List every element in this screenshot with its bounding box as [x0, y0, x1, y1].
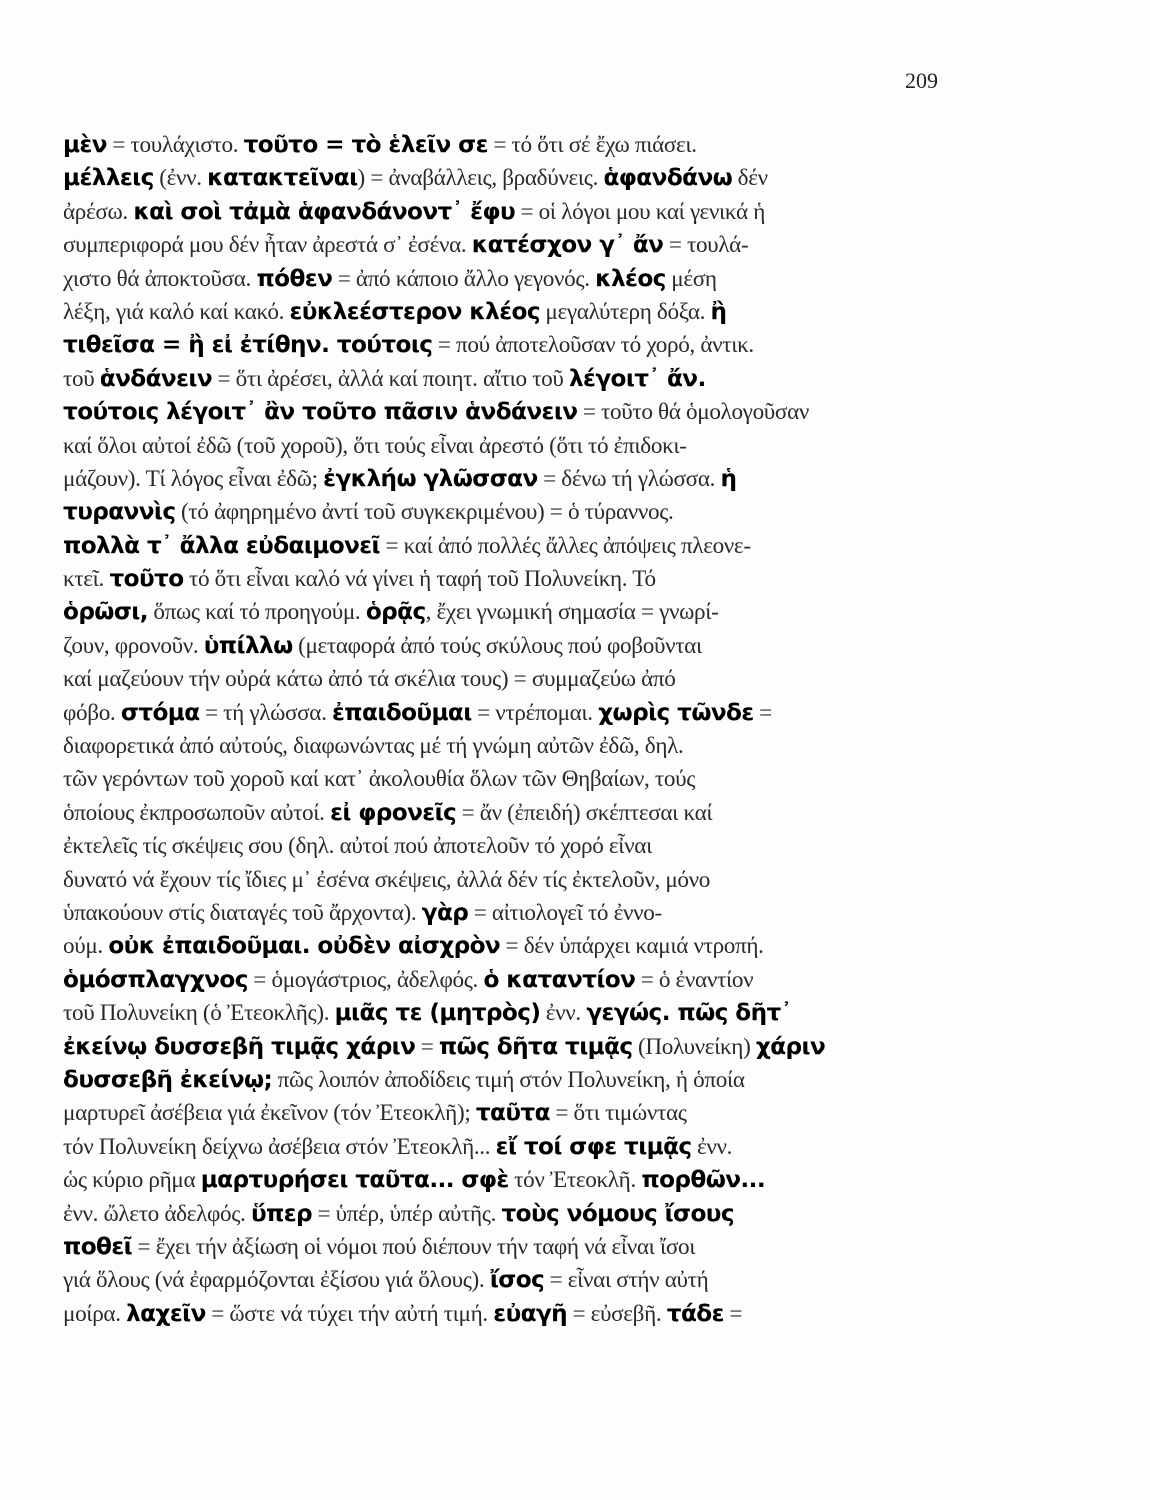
gloss-text: (ἐνν.: [153, 165, 208, 192]
greek-headword: λέγοιτ᾿ ἄν.: [568, 363, 706, 392]
gloss-text: = τοῦτο θά ὁμολογοῦσαν: [577, 399, 809, 426]
gloss-text: = καί ἀπό πολλές ἄλλες ἀπόψεις πλεονε-: [379, 532, 751, 559]
greek-headword: ἢ: [710, 296, 727, 325]
greek-headword: τυραννὶς: [63, 497, 176, 526]
text-line: [63, 228, 950, 261]
text-line: [63, 929, 950, 962]
gloss-text: =: [753, 699, 772, 726]
text-line: [63, 996, 950, 1029]
text-line: [63, 1063, 950, 1096]
text-line: [63, 562, 950, 595]
gloss-text: ἐνν.: [691, 1133, 733, 1160]
text-line: [63, 529, 950, 562]
text-line: [63, 696, 950, 729]
greek-headword: ἡ: [720, 463, 737, 492]
gloss-text: τό ὅτι εἶναι καλό νά γίνει ἡ ταφή τοῦ Πολυνείκη. Τό: [183, 566, 656, 593]
text-line: [63, 1297, 950, 1330]
greek-headword: χάριν: [755, 1031, 826, 1060]
gloss-text: = ὑπέρ, ὑπέρ αὐτῆς.: [312, 1200, 502, 1227]
text-line: [63, 762, 950, 795]
gloss-text: τόν Ἐτεοκλῆ.: [508, 1167, 642, 1194]
gloss-text: (μεταφορά ἀπό τούς σκύλους πού φοβοῦνται: [292, 632, 702, 659]
greek-headword: ὕπερ: [250, 1198, 313, 1227]
gloss-text: = ἔχει τήν ἀξίωση οἱ νόμοι πού διέπουν τήν ταφή νά εἶναι ἴσοι: [132, 1233, 696, 1260]
gloss-text: = ντρέπομαι.: [471, 699, 599, 726]
text-line: [63, 462, 950, 495]
text-line: [63, 595, 950, 628]
text-line: [63, 1096, 950, 1129]
gloss-text: καί μαζεύουν τήν οὐρά κάτω ἀπό τά σκέλια τους) = συμμαζεύω ἀπό: [63, 666, 676, 693]
gloss-text: ἀρέσω.: [63, 198, 134, 225]
gloss-text: ούμ.: [63, 933, 109, 960]
greek-headword: στόμα: [120, 697, 200, 726]
gloss-text: = ἀπό κάποιο ἄλλο γεγονός.: [332, 265, 596, 292]
gloss-text: = ὅτι ἀρέσει, ἀλλά καί ποιητ. αἴτιο τοῦ: [212, 365, 569, 392]
gloss-text: =: [723, 1300, 743, 1327]
gloss-text: μεγαλύτερη δόξα.: [539, 298, 711, 325]
gloss-text: ζουν, φρονοῦν.: [63, 632, 204, 659]
gloss-text: = ὥστε νά τύχει τήν αὐτή τιμή.: [205, 1300, 494, 1327]
greek-headword: μιᾶς τε (μητρὸς): [334, 998, 541, 1027]
gloss-text: (Πολυνείκη): [632, 1033, 756, 1060]
text-line: [63, 161, 950, 194]
gloss-text: χιστο θά ἀποκτοῦσα.: [63, 265, 257, 292]
gloss-text: καί ὅλοι αὐτοί ἐδῶ (τοῦ χοροῦ), ὅτι τούς εἶναι ἀρεστό (ὅτι τό ἐπιδοκι-: [63, 432, 687, 459]
greek-headword: ποθεῖ: [63, 1231, 133, 1260]
greek-headword: ὑπίλλω: [203, 630, 293, 659]
gloss-text: = ἄν (ἐπειδή) σκέπτεσαι καί: [456, 799, 713, 826]
gloss-text: τοῦ: [63, 365, 100, 392]
gloss-text: μάζουν). Τί λόγος εἶναι ἐδῶ;: [63, 465, 324, 492]
gloss-text: ὑπακούουν στίς διαταγές τοῦ ἄρχοντα).: [63, 899, 422, 926]
text-line: [63, 1130, 950, 1163]
greek-headword: χωρὶς τῶνδε: [598, 697, 754, 726]
greek-headword: τοὺς νόμους ἴσους: [501, 1198, 734, 1227]
gloss-text: συμπεριφορά μου δέν ἦταν ἀρεστά σ᾿ ἐσένα.: [63, 232, 472, 259]
gloss-text: μοίρα.: [63, 1300, 127, 1327]
gloss-text: μέση: [665, 265, 717, 292]
gloss-text: = τή γλώσσα.: [199, 699, 332, 726]
greek-headword: τιθεῖσα = ἢ εἰ ἐτίθην. τούτοις: [63, 330, 433, 359]
text-line: [63, 429, 950, 462]
gloss-text: τῶν γερόντων τοῦ χοροῦ καί κατ᾿ ἀκολουθία ὅλων τῶν Θηβαίων, τούς: [63, 766, 696, 793]
gloss-text: = δέν ὑπάρχει καμιά ντροπή.: [500, 933, 764, 960]
greek-headword: τοῦτο = τὸ ἑλεῖν σε: [243, 130, 488, 158]
text-line: [63, 295, 950, 328]
greek-headword: ἁνδάνειν: [99, 363, 213, 392]
greek-headword: εὐαγῆ: [493, 1298, 568, 1327]
greek-headword: ἐπαιδοῦμαι: [331, 697, 472, 726]
greek-headword: ὁρᾷς: [365, 597, 426, 626]
gloss-text: (τό ἀφηρημένο ἀντί τοῦ συγκεκριμένου) = ὁ τύραννος.: [175, 499, 674, 526]
text-line: [63, 729, 950, 762]
page-number: 209: [905, 68, 938, 93]
greek-headword: μαρτυρήσει ταῦτα... σφὲ: [200, 1165, 509, 1194]
text-line: [63, 1030, 950, 1063]
greek-headword: εὐκλεέστερον κλέος: [289, 296, 540, 325]
gloss-text: = δένω τή γλώσσα.: [537, 465, 721, 492]
gloss-text: τοῦ Πολυνείκη (ὁ Ἐτεοκλῆς).: [63, 1000, 335, 1027]
gloss-text: = εἶναι στήν αὐτή: [544, 1267, 709, 1294]
gloss-text: = τό ὅτι σέ ἔχω πιάσει.: [487, 132, 697, 158]
gloss-text: = τουλά-: [663, 232, 749, 259]
greek-headword: ἐγκλήω γλῶσσαν: [323, 463, 538, 492]
gloss-text: = ὁ ἐναντίον: [635, 966, 754, 993]
greek-headword: εἴ τοί σφε τιμᾷς: [495, 1131, 692, 1160]
greek-headword: ὁμόσπλαγχνος: [63, 964, 248, 993]
greek-headword: δυσσεβῆ ἐκείνῳ;: [63, 1064, 273, 1093]
text-line: [63, 1230, 950, 1263]
text-line: [63, 362, 950, 395]
gloss-text: =: [415, 1033, 439, 1060]
gloss-text: = αἰτιολογεῖ τό ἐννο-: [468, 899, 662, 926]
greek-headword: ταῦτα: [475, 1098, 550, 1127]
text-line: [63, 1197, 950, 1230]
gloss-text: = οἱ λόγοι μου καί γενικά ἡ: [515, 198, 765, 225]
gloss-text: ) = ἀναβάλλεις, βραδύνεις.: [357, 165, 604, 192]
greek-headword: τούτοις λέγοιτ᾿ ἂν τοῦτο πᾶσιν ἁνδάνειν: [63, 397, 578, 426]
greek-headword: εἰ φρονεῖς: [330, 797, 457, 826]
gloss-text: , ἔχει γνωμική σημασία = γνωρί-: [425, 599, 719, 626]
greek-headword: οὐκ ἐπαιδοῦμαι. οὐδὲν αἰσχρὸν: [108, 931, 501, 960]
greek-headword: κλέος: [595, 263, 666, 292]
text-line: [63, 262, 950, 295]
gloss-text: ὁποίους ἐκπροσωποῦν αὐτοί.: [63, 799, 331, 826]
gloss-text: φόβο.: [63, 699, 121, 726]
gloss-text: ὅπως καί τό προηγούμ.: [147, 599, 366, 626]
text-line: [63, 128, 950, 161]
greek-headword: ἐκείνῳ δυσσεβῆ τιμᾷς χάριν: [63, 1031, 416, 1060]
gloss-text: πῶς λοιπόν ἀποδίδεις τιμή στόν Πολυνείκη, ἡ ὁποία: [272, 1066, 745, 1093]
gloss-text: = τουλάχιστο.: [106, 132, 244, 158]
greek-headword: γὰρ: [421, 897, 469, 926]
text-line: [63, 863, 950, 896]
gloss-text: τόν Πολυνείκη δείχνω ἀσέβεια στόν Ἐτεοκλῆ...: [63, 1133, 496, 1160]
gloss-text: ἐνν.: [540, 1000, 587, 1027]
text-line: [63, 1263, 950, 1296]
gloss-text: διαφορετικά ἀπό αὐτούς, διαφωνώντας μέ τή γνώμη αὐτῶν ἐδῶ, δηλ.: [63, 733, 684, 760]
gloss-text: = ὁμογάστριος, ἀδελφός.: [247, 966, 484, 993]
greek-headword: πῶς δῆτα τιμᾷς: [438, 1031, 633, 1060]
text-line: [63, 896, 950, 929]
gloss-text: ἐνν. ὤλετο ἀδελφός.: [63, 1200, 251, 1227]
greek-headword: τοῦτο: [109, 564, 184, 593]
gloss-text: = εὐσεβῆ.: [567, 1300, 667, 1327]
commentary-text: [63, 128, 963, 1330]
text-line: [63, 829, 950, 862]
gloss-text: μαρτυρεῖ ἀσέβεια γιά ἐκεῖνον (τόν Ἐτεοκλῆ);: [63, 1100, 476, 1127]
text-line: [63, 796, 950, 829]
greek-headword: ὁ καταντίον: [483, 964, 636, 993]
greek-headword: τάδε: [666, 1298, 724, 1327]
gloss-text: κτεῖ.: [63, 566, 110, 593]
text-line: [63, 662, 950, 695]
gloss-text: ἐκτελεῖς τίς σκέψεις σου (δηλ. αὐτοί πού ἀποτελοῦν τό χορό εἶναι: [63, 833, 652, 860]
gloss-text: ὡς κύριο ρῆμα: [63, 1167, 201, 1194]
greek-headword: πόθεν: [256, 263, 333, 292]
text-line: [63, 328, 950, 361]
greek-headword: λαχεῖν: [126, 1298, 206, 1327]
greek-headword: ὁρῶσι,: [63, 597, 148, 626]
greek-headword: γεγώς. πῶς δῆτ᾿: [586, 998, 792, 1027]
greek-headword: πορθῶν...: [641, 1165, 766, 1194]
greek-headword: μὲν: [63, 130, 107, 158]
greek-headword: ἴσος: [489, 1265, 545, 1294]
greek-headword: πολλὰ τ᾿ ἄλλα εὐδαιμονεῖ: [63, 530, 380, 559]
greek-headword: ἁφανδάνω: [603, 163, 733, 192]
gloss-text: δέν: [732, 165, 768, 192]
gloss-text: = ὅτι τιμώντας: [549, 1100, 687, 1127]
gloss-text: = πού ἀποτελοῦσαν τό χορό, ἀντικ.: [432, 332, 754, 359]
gloss-text: λέξη, γιά καλό καί κακό.: [63, 298, 290, 325]
greek-headword: μέλλεις: [63, 163, 154, 192]
greek-headword: κατακτεῖναι: [207, 163, 358, 192]
text-line: [63, 195, 950, 228]
gloss-text: δυνατό νά ἔχουν τίς ἴδιες μ᾿ ἐσένα σκέψεις, ἀλλά δέν τίς ἐκτελοῦν, μόνο: [63, 866, 711, 893]
text-line: [63, 1163, 950, 1196]
text-line: [63, 395, 950, 428]
greek-headword: καὶ σοὶ τἀμὰ ἁφανδάνοντ᾿ ἔφυ: [133, 196, 516, 225]
greek-headword: κατέσχον γ᾿ ἄν: [471, 230, 664, 259]
text-line: [63, 963, 950, 996]
text-line: [63, 629, 950, 662]
text-line: [63, 495, 950, 528]
gloss-text: γιά ὅλους (νά ἐφαρμόζονται ἐξίσου γιά ὅλους).: [63, 1267, 490, 1294]
